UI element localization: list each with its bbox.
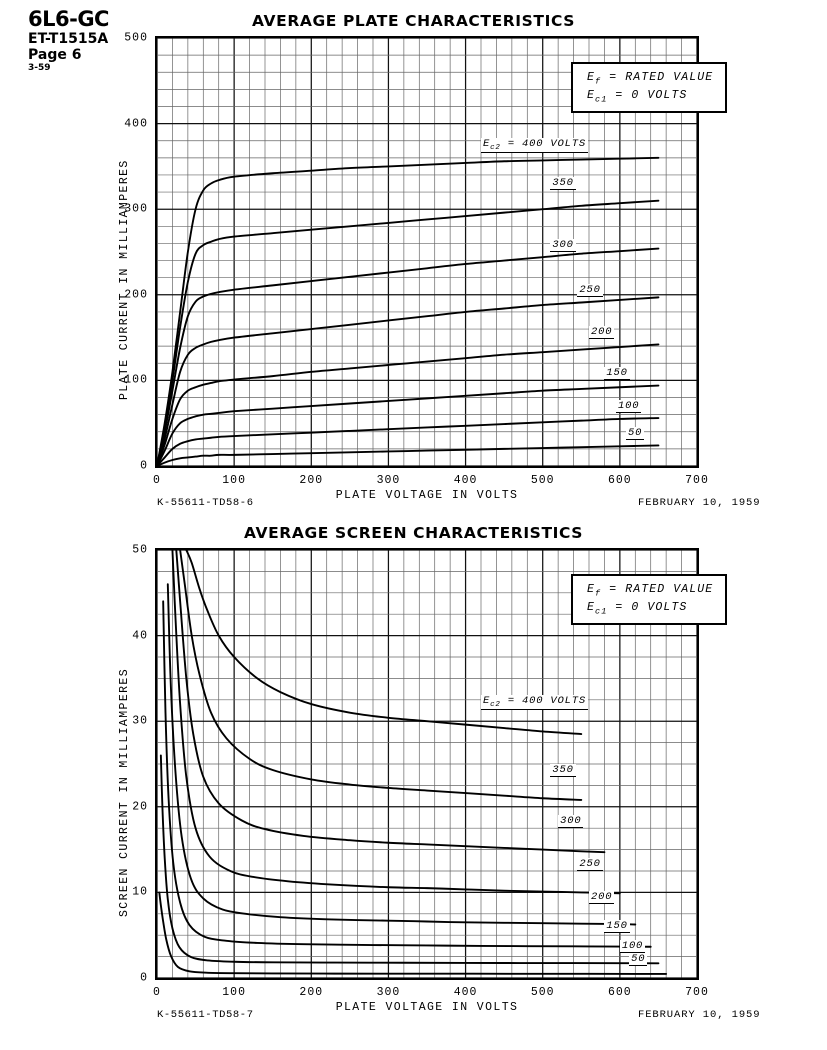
y-tick-label: 50: [132, 543, 148, 557]
x-tick-label: 300: [376, 474, 401, 487]
curve-label-400: $E_{c2} = 400$ VOLTS: [483, 695, 586, 710]
x-tick-label: 500: [530, 474, 555, 487]
curve-label-150: 150: [606, 919, 628, 932]
plate-y-axis-label: PLATE CURRENT IN MILLIAMPERES: [118, 159, 131, 400]
y-tick-label: 500: [124, 31, 148, 45]
chart-title-plate: AVERAGE PLATE CHARACTERISTICS: [252, 12, 575, 30]
curve-label-50: 50: [631, 953, 646, 966]
x-tick-label: 400: [453, 986, 478, 999]
screen-x-axis-label: PLATE VOLTAGE IN VOLTS: [335, 1001, 519, 1014]
chart-title-screen: AVERAGE SCREEN CHARACTERISTICS: [243, 524, 584, 542]
curve-label-100: 100: [618, 399, 640, 412]
screen-footnote-right: FEBRUARY 10, 1959: [638, 1009, 761, 1021]
screen-legend-box: [571, 574, 727, 625]
x-tick-label: 0: [153, 986, 161, 999]
x-tick-label: 600: [607, 474, 632, 487]
plate-legend-line-1: $E_f$ = RATED VALUE: [587, 71, 714, 87]
screen-footnote-left: K-55611-TD58-7: [157, 1009, 254, 1021]
curve-label-250: 250: [579, 283, 601, 296]
curve-label-400: $E_{c2} = 400$ VOLTS: [483, 137, 586, 153]
curve-label-100: 100: [621, 940, 644, 953]
x-tick-label: 200: [299, 986, 324, 999]
y-tick-label: 30: [132, 714, 148, 728]
x-tick-label: 100: [222, 474, 246, 487]
document-date-code: 3-59: [28, 63, 51, 74]
plate-legend-box: [571, 62, 727, 113]
x-tick-label: 400: [453, 474, 478, 487]
plate-characteristics-chart: [0, 0, 827, 512]
plate-footnote-right: FEBRUARY 10, 1959: [638, 497, 761, 509]
curve-label-150: 150: [606, 367, 628, 380]
y-tick-label: 10: [132, 885, 148, 899]
screen-characteristics-chart: [0, 512, 827, 1027]
y-tick-label: 20: [132, 800, 148, 814]
y-tick-label: 400: [124, 117, 148, 131]
curve-label-300: 300: [560, 815, 582, 828]
screen-legend-line-1: $E_f$ = RATED VALUE: [587, 583, 714, 599]
page-number: Page 6: [28, 47, 82, 64]
screen-legend-line-2: $E_{c1} = 0$ VOLTS: [587, 600, 688, 616]
screen-y-axis-label: SCREEN CURRENT IN MILLIAMPERES: [118, 667, 131, 917]
y-tick-label: 300: [124, 202, 148, 216]
x-tick-label: 500: [530, 986, 555, 999]
curve-label-50: 50: [628, 427, 643, 440]
x-tick-label: 700: [685, 474, 709, 487]
y-tick-label: 0: [140, 459, 148, 473]
y-tick-label: 100: [124, 373, 148, 387]
y-tick-label: 40: [132, 629, 148, 643]
plate-legend-line-2: $E_{c1} = 0$ VOLTS: [587, 88, 688, 104]
x-tick-label: 0: [153, 474, 161, 487]
curve-label-250: 250: [579, 858, 601, 870]
curve-label-300: 300: [552, 239, 574, 251]
x-tick-label: 700: [685, 986, 709, 999]
plate-x-axis-label: PLATE VOLTAGE IN VOLTS: [335, 489, 519, 502]
y-tick-label: 200: [124, 288, 148, 302]
curve-label-350: 350: [552, 763, 574, 776]
tube-type-heading: 6L6-GC: [28, 7, 109, 31]
x-tick-label: 100: [222, 986, 246, 999]
x-tick-label: 600: [607, 986, 632, 999]
curve-label-200: 200: [591, 326, 613, 339]
y-tick-label: 0: [140, 971, 148, 985]
x-tick-label: 200: [299, 474, 324, 487]
plate-footnote-left: K-55611-TD58-6: [157, 497, 254, 509]
document-number: ET-T1515A: [28, 31, 109, 48]
curve-label-200: 200: [591, 891, 613, 904]
x-tick-label: 300: [376, 986, 401, 999]
curve-label-350: 350: [552, 177, 574, 190]
